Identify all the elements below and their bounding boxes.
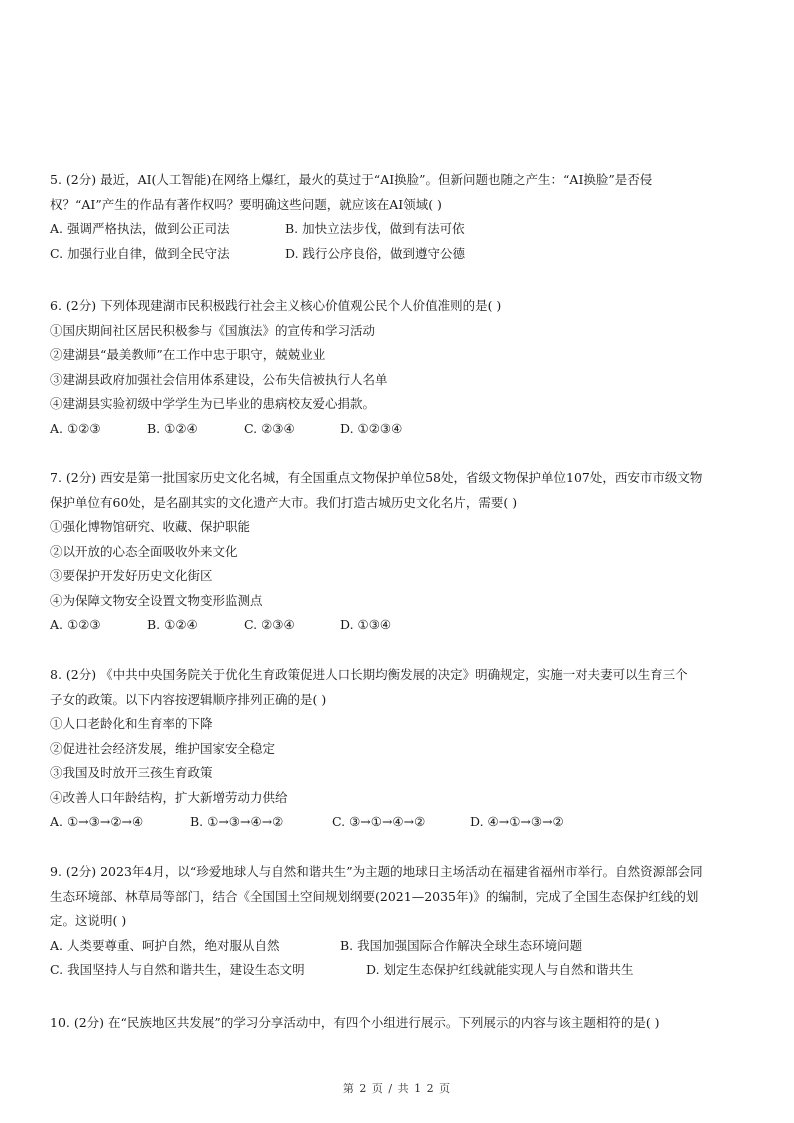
statement-item: ④改善人口年龄结构，扩大新增劳动力供给 bbox=[50, 789, 288, 805]
option-c[interactable]: C. 我国坚持人与自然和谐共生，建设生态文明 bbox=[50, 962, 305, 977]
question-stem-line: 10. (2分) 在“民族地区共发展”的学习分享活动中，有四个小组进行展示。下列展示的内容与该主题相符的是( ) bbox=[50, 1015, 660, 1030]
statement-item: ②建湖县“最美教师”在工作中忠于职守，兢兢业业 bbox=[50, 347, 326, 362]
options-row bbox=[50, 417, 750, 442]
statement-item: ④建湖县实验初级中学学生为已毕业的患病校友爱心捐款。 bbox=[50, 396, 376, 411]
option-d[interactable]: D. 践行公序良俗，做到遵守公德 bbox=[285, 245, 466, 261]
option-d[interactable]: D. ①②③④ bbox=[340, 420, 403, 436]
page-footer: 第 2 页 / 共 1 2 页 bbox=[342, 1082, 452, 1095]
statement-item: ③建湖县政府加强社会信用体系建设，公布失信被执行人名单 bbox=[50, 371, 388, 387]
statement-item: ④为保障文物安全设置文物变形监测点 bbox=[50, 592, 263, 608]
question-6 bbox=[50, 294, 750, 441]
option-a[interactable]: A. 人类要尊重、呵护自然，绝对服从自然 bbox=[50, 937, 280, 953]
question-stem-line: 8. (2分) 《中共中央国务院关于优化生育政策促进人口长期均衡发展的决定》明确规定，实施一对夫妻可以生育三个 bbox=[50, 667, 688, 682]
options-row bbox=[50, 958, 750, 983]
options-row bbox=[50, 934, 750, 959]
question-stem-line: 7. (2分) 西安是第一批国家历史文化名城，有全国重点文物保护单位58处，省级文物保护单位107处，西安市市级文物 bbox=[50, 470, 703, 485]
statement-item: ②以开放的心态全面吸收外来文化 bbox=[50, 543, 238, 559]
option-b[interactable]: B. ①→③→④→② bbox=[190, 814, 284, 829]
statement-item: ②促进社会经济发展，维护国家安全稳定 bbox=[50, 740, 276, 756]
option-d[interactable]: D. 划定生态保护红线就能实现人与自然和谐共生 bbox=[366, 962, 634, 977]
option-d[interactable]: D. ①③④ bbox=[340, 617, 392, 632]
question-stem-line: 6. (2分) 下列体现建湖市民积极践行社会主义核心价值观公民个人价值准则的是( ) bbox=[50, 298, 502, 313]
question-7 bbox=[50, 466, 750, 638]
question-stem-line: 权？“AI”产生的作品有著作权吗？要明确这些问题，就应该在AI领域( ) bbox=[50, 196, 442, 212]
options-row bbox=[50, 217, 750, 242]
option-c[interactable]: C. ②③④ bbox=[244, 420, 295, 436]
question-stem-line: 5. (2分) 最近，AI(人工智能)在网络上爆红，最火的莫过于“AI换脸”。但新问题也随之产生：“AI换脸”是否侵 bbox=[50, 172, 653, 187]
option-b[interactable]: B. ①②④ bbox=[147, 617, 198, 632]
question-stem-line: 定。这说明( ) bbox=[50, 913, 127, 928]
statement-item: ③我国及时放开三孩生育政策 bbox=[50, 765, 213, 780]
question-5 bbox=[50, 168, 750, 266]
option-a[interactable]: A. ①②③ bbox=[50, 420, 101, 436]
option-b[interactable]: B. ①②④ bbox=[147, 420, 198, 436]
options-row bbox=[50, 613, 750, 638]
option-b[interactable]: B. 我国加强国际合作解决全球生态环境问题 bbox=[340, 937, 583, 953]
option-c[interactable]: C. ③→①→④→② bbox=[332, 814, 426, 829]
option-b[interactable]: B. 加快立法步伐，做到有法可依 bbox=[285, 221, 465, 236]
question-stem-line: 生态环境部、林草局等部门，结合《全国国土空间规划纲要(2021—2035年)》的编制，完成了全国生态保护红线的划 bbox=[50, 888, 699, 904]
option-c[interactable]: C. ②③④ bbox=[244, 617, 295, 632]
option-d[interactable]: D. ④→①→③→② bbox=[470, 814, 564, 829]
question-9 bbox=[50, 860, 750, 983]
statement-item: ①强化博物馆研究、收藏、保护职能 bbox=[50, 519, 251, 534]
options-row bbox=[50, 242, 750, 267]
question-stem-line: 9. (2分) 2023年4月，以“珍爱地球人与自然和谐共生”为主题的地球日主场活动在福建省福州市举行。自然资源部会同 bbox=[50, 864, 703, 879]
statement-item: ①人口老龄化和生育率的下降 bbox=[50, 716, 213, 731]
option-a[interactable]: A. ①②③ bbox=[50, 617, 101, 632]
question-stem-line: 子女的政策。以下内容按逻辑顺序排列正确的是( ) bbox=[50, 691, 327, 707]
options-row bbox=[50, 810, 750, 835]
option-a[interactable]: A. 强调严格执法，做到公正司法 bbox=[50, 221, 230, 236]
option-c[interactable]: C. 加强行业自律，做到全民守法 bbox=[50, 245, 230, 261]
question-stem-line: 保护单位有60处，是名副其实的文化遗产大市。我们打造古城历史文化名片，需要( ) bbox=[50, 494, 518, 510]
statement-item: ①国庆期间社区居民积极参与《国旗法》的宣传和学习活动 bbox=[50, 322, 376, 338]
option-a[interactable]: A. ①→③→②→④ bbox=[50, 814, 144, 829]
question-8 bbox=[50, 663, 750, 835]
question-10 bbox=[50, 1011, 750, 1036]
statement-item: ③要保护开发好历史文化街区 bbox=[50, 568, 213, 583]
